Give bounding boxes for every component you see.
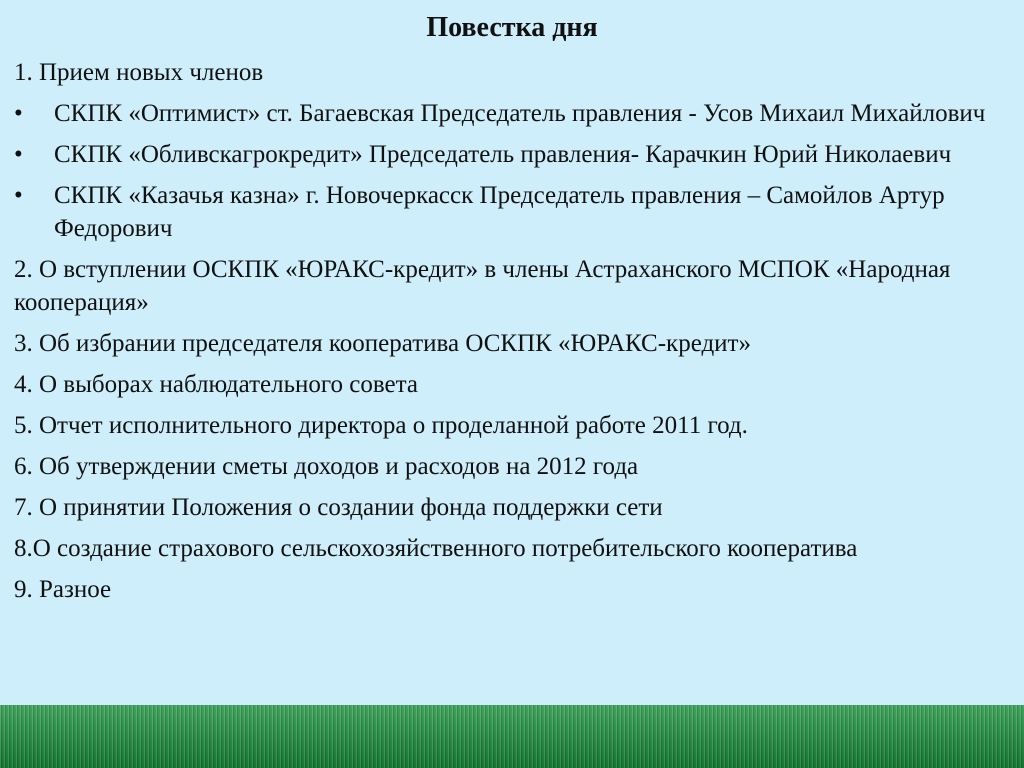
agenda-content [14,56,1014,614]
agenda-item-8: 8.О создание страхового сельскохозяйственного потребительского кооператива [14,535,858,562]
bullet-item-1 [14,97,1014,130]
bullet-text-1: СКПК «Оптимист» ст. Багаевская Председатель правления - Усов Михаил Михайлович [54,100,986,127]
agenda-item-6: 6. Об утверждении сметы доходов и расходов на 2012 года [14,453,639,480]
slide-title: Повестка дня [426,12,598,43]
bullet-text-3: СКПК «Казачья казна» г. Новочеркасск Председатель правления – Самойлов Артур Федорович [54,182,945,242]
agenda-item-9: 9. Разное [14,576,112,603]
agenda-item-4: 4. О выборах наблюдательного совета [14,371,418,398]
bullet-item-2 [14,138,1014,171]
bullet-text-2: СКПК «Обливскагрокредит» Председатель правления- Карачкин Юрий Николаевич [54,141,952,168]
bottom-decorative-band [0,705,1024,768]
bullet-marker: • [14,100,23,127]
agenda-item-5: 5. Отчет исполнительного директора о проделанной работе 2011 год. [14,412,748,439]
agenda-item-1: 1. Прием новых членов [14,59,264,86]
bullet-marker: • [14,182,23,209]
bullet-item-3 [14,179,1014,245]
agenda-item-2: 2. О вступлении ОСКПК «ЮРАКС-кредит» в члены Астраханского МСПОК «Народная кооперация» [14,256,951,316]
agenda-item-3: 3. Об избрании председателя кооператива ОСКПК «ЮРАКС-кредит» [14,330,751,357]
bullet-marker: • [14,141,23,168]
agenda-item-7: 7. О принятии Положения о создании фонда поддержки сети [14,494,663,521]
